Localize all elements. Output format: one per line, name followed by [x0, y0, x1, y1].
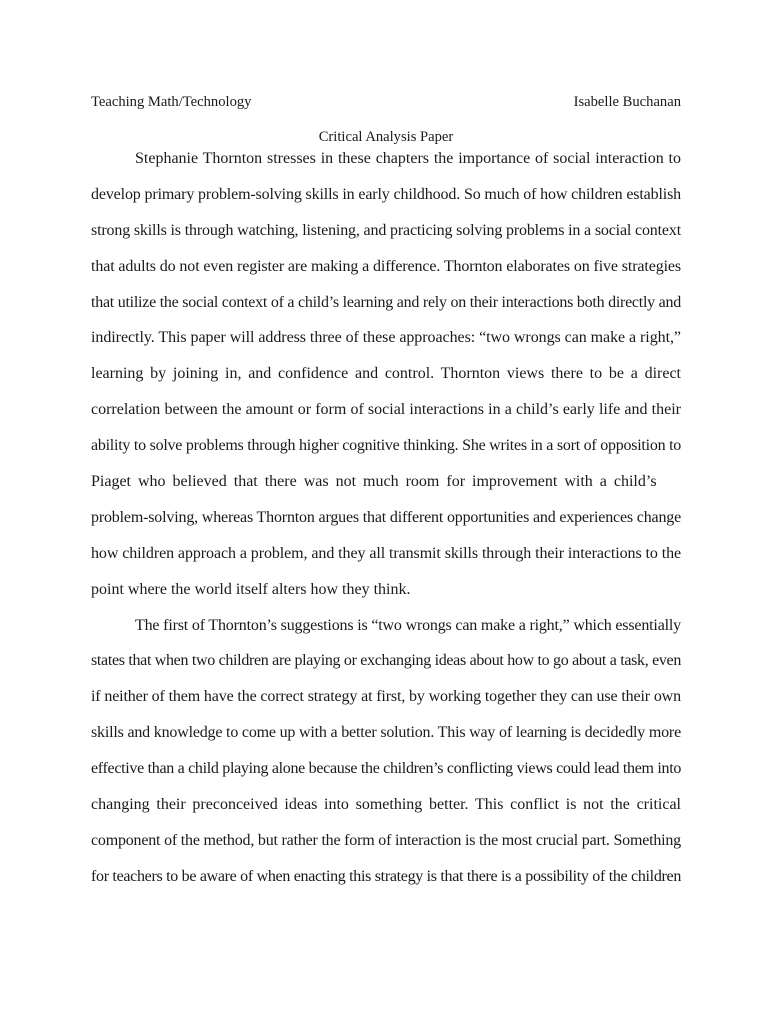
paragraph-line: for teachers to be aware of when enacting this strategy is that there is a possibility of the children: [91, 867, 682, 885]
paragraph-line: that adults do not even register are making a difference. Thornton elaborates on five strategies: [91, 257, 681, 275]
paper-title: Critical Analysis Paper: [318, 129, 454, 145]
author-name: Isabelle Buchanan: [573, 94, 681, 110]
paragraph-line: Stephanie Thornton stresses in these chapters the importance of social interaction to: [135, 150, 681, 167]
paragraph-line: Piaget who believed that there was not much room for improvement with a child’s: [91, 473, 657, 491]
paragraph-line: how children approach a problem, and they all transmit skills through their interactions to the: [91, 544, 682, 562]
paragraph-line: states that when two children are playing or exchanging ideas about how to go about a task, even: [91, 652, 682, 670]
paragraph-2: [91, 617, 681, 904]
paragraph-1: [91, 150, 681, 617]
paragraph-line: ability to solve problems through higher cognitive thinking. She writes in a sort of opposition to: [91, 437, 682, 455]
paragraph-line: effective than a child playing alone because the children’s conflicting views could lead them into: [91, 760, 682, 778]
document-page: [91, 91, 681, 904]
document-body: [91, 150, 681, 904]
paragraph-line: point where the world itself alters how they think.: [91, 580, 411, 598]
paragraph-line: learning by joining in, and confidence and control. Thornton views there to be a direct: [91, 365, 681, 383]
paragraph-line: changing their preconceived ideas into something better. This conflict is not the critical: [91, 796, 681, 814]
paragraph-line: if neither of them have the correct strategy at first, by working together they can use their own: [91, 688, 681, 706]
document-header: [91, 91, 681, 113]
paragraph-line: problem-solving, whereas Thornton argues that different opportunities and experiences change: [91, 508, 682, 526]
course-name: Teaching Math/Technology: [91, 94, 252, 110]
paragraph-line: that utilize the social context of a child’s learning and rely on their interactions both directly and: [91, 293, 681, 311]
paragraph-line: correlation between the amount or form of social interactions in a child’s early life and their: [91, 401, 681, 419]
paragraph-line: The first of Thornton’s suggestions is “two wrongs can make a right,” which essentially: [135, 616, 681, 634]
paragraph-line: develop primary problem-solving skills in early childhood. So much of how children establish: [91, 185, 682, 203]
paragraph-line: component of the method, but rather the form of interaction is the most crucial part. Something: [91, 831, 681, 849]
paragraph-line: skills and knowledge to come up with a better solution. This way of learning is decidedly more: [91, 724, 681, 742]
paragraph-line: indirectly. This paper will address three of these approaches: “two wrongs can make a right,”: [91, 329, 681, 347]
paragraph-line: strong skills is through watching, listening, and practicing solving problems in a social context: [91, 221, 681, 239]
